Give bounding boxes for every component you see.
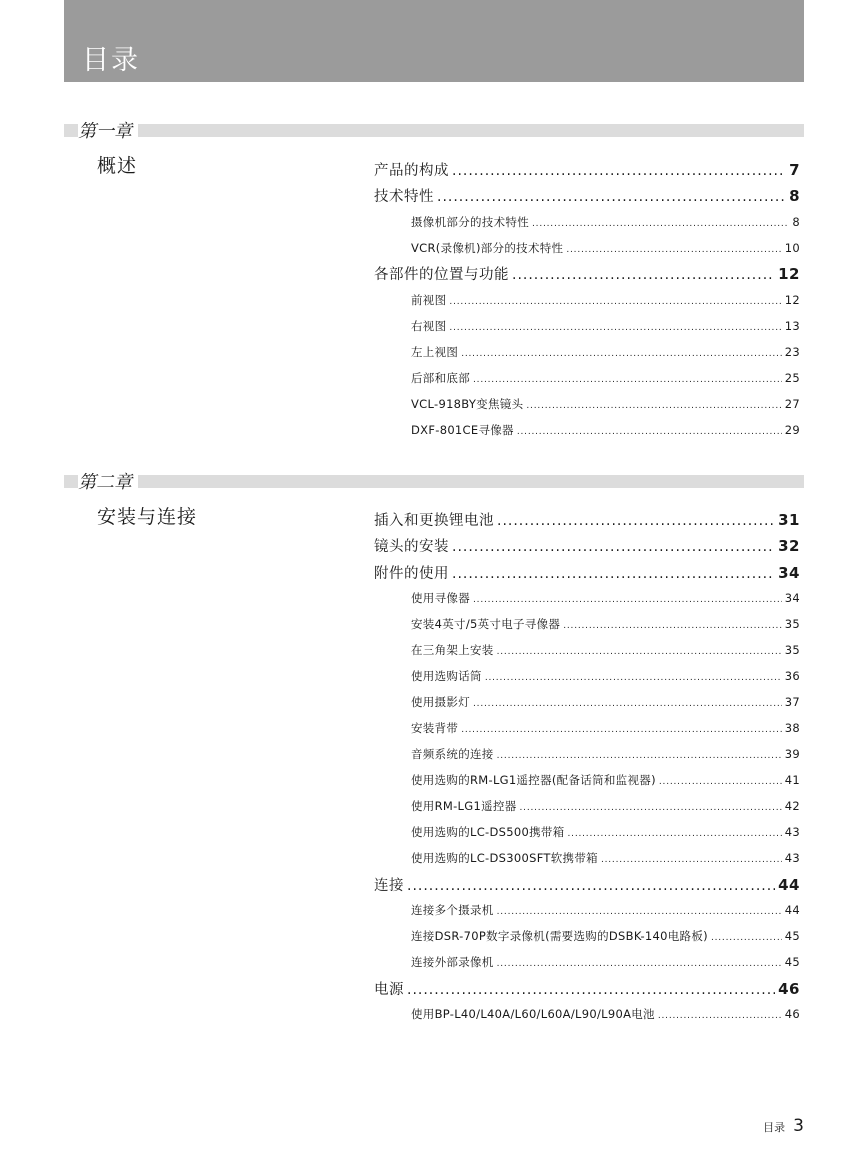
toc-entry: [411, 720, 800, 738]
chapter-1-band: [64, 124, 804, 137]
toc-entry: [411, 902, 800, 920]
toc-entry-title: 使用选购话筒: [411, 669, 482, 683]
toc-dot-leader: [601, 852, 782, 868]
toc-entry-page: 8: [792, 215, 800, 229]
toc-dot-leader: [497, 748, 782, 764]
toc-entry: [411, 616, 800, 634]
toc-dot-leader: [497, 644, 782, 660]
toc-entry-title: 右视图: [411, 319, 447, 333]
toc-dot-leader: [566, 242, 781, 258]
toc-entry: [411, 590, 800, 608]
toc-dot-leader: [658, 1008, 782, 1024]
toc-entry: [374, 510, 800, 531]
toc-entry: [411, 318, 800, 336]
toc-entry-title: 左上视图: [411, 345, 459, 359]
toc-dot-leader: [437, 187, 786, 207]
toc-entry-title: 连接DSR-70P数字录像机(需要选购的DSBK-140电路板): [411, 929, 708, 943]
toc-entry: [411, 824, 800, 842]
page-title: 目录: [82, 45, 140, 76]
toc-entry-title: 安装背带: [411, 721, 459, 735]
toc-dot-leader: [659, 774, 782, 790]
toc-entry: [374, 160, 800, 181]
toc-dot-leader: [452, 537, 775, 557]
toc-entry-page: 42: [784, 799, 800, 813]
toc-entry-title: 镜头的安装: [374, 539, 449, 555]
chapter-2-name: 安装与连接: [97, 506, 198, 528]
toc-entry: [374, 875, 800, 896]
toc-entry-title: 在三角架上安装: [411, 643, 494, 657]
toc-entry: [411, 422, 800, 440]
toc-entry: [411, 214, 800, 232]
toc-entry-page: 46: [778, 980, 800, 998]
toc-entry: [411, 292, 800, 310]
toc-dot-leader: [452, 161, 786, 181]
toc-entry-title: 使用寻像器: [411, 591, 470, 605]
toc-dot-leader: [517, 424, 782, 440]
toc-entry-page: 27: [784, 397, 800, 411]
toc-entry-page: 38: [784, 721, 800, 735]
header-bar: [64, 0, 804, 82]
toc-entry-title: VCL-918BY变焦镜头: [411, 397, 524, 411]
toc-entry-page: 34: [778, 564, 800, 582]
toc-dot-leader: [449, 320, 781, 336]
toc-dot-leader: [461, 722, 782, 738]
toc-entry: [411, 1006, 800, 1024]
toc-entry-page: 34: [784, 591, 800, 605]
toc-dot-leader: [473, 696, 782, 712]
toc-entry: [411, 344, 800, 362]
toc-entry: [374, 979, 800, 1000]
toc-entry-title: 后部和底部: [411, 371, 470, 385]
toc-dot-leader: [497, 956, 782, 972]
toc-entry: [411, 928, 800, 946]
toc-entry: [411, 772, 800, 790]
toc-entry-page: 12: [778, 265, 800, 283]
toc-entry-page: 8: [789, 187, 800, 205]
toc-dot-leader: [473, 372, 782, 388]
toc-entry-title: 摄像机部分的技术特性: [411, 215, 529, 229]
toc-dot-leader: [532, 216, 789, 232]
toc-entry-page: 7: [789, 161, 800, 179]
toc-entry: [374, 186, 800, 207]
toc-entry-page: 36: [784, 669, 800, 683]
toc-entry-page: 12: [784, 293, 800, 307]
toc-entry-title: 安装4英寸/5英寸电子寻像器: [411, 617, 561, 631]
toc-entry-page: 32: [778, 537, 800, 555]
toc-dot-leader: [526, 398, 781, 414]
toc-dot-leader: [485, 670, 782, 686]
toc-entry-page: 43: [784, 851, 800, 865]
toc-entry: [411, 954, 800, 972]
toc-entry-page: 44: [784, 903, 800, 917]
page-number: 3: [793, 1116, 804, 1136]
toc-dot-leader: [461, 346, 782, 362]
toc-dot-leader: [711, 930, 782, 946]
toc-entry-page: 37: [784, 695, 800, 709]
toc-entry-title: 插入和更换锂电池: [374, 513, 494, 529]
chapter-1-label: 第一章: [78, 121, 138, 143]
toc-entry-page: 46: [784, 1007, 800, 1021]
toc-entry-title: 使用BP-L40/L40A/L60/L60A/L90/L90A电池: [411, 1007, 655, 1021]
toc-entry: [374, 536, 800, 557]
toc-dot-leader: [568, 826, 782, 842]
toc-dot-leader: [520, 800, 782, 816]
toc-dot-leader: [497, 511, 775, 531]
toc-entry-page: 10: [784, 241, 800, 255]
toc-entry-page: 43: [784, 825, 800, 839]
toc-entry: [411, 396, 800, 414]
toc-dot-leader: [452, 564, 775, 584]
chapter-2-band: [64, 475, 804, 488]
toc-entry-page: 44: [778, 876, 800, 894]
toc-entry-title: 连接: [374, 878, 404, 894]
toc-entry-title: 连接外部录像机: [411, 955, 494, 969]
toc-entry-title: 音频系统的连接: [411, 747, 494, 761]
toc-entry-title: 电源: [374, 982, 404, 998]
toc-entry-title: 连接多个摄录机: [411, 903, 494, 917]
toc-entry-page: 29: [784, 423, 800, 437]
toc-entry: [411, 798, 800, 816]
toc-entry-title: 产品的构成: [374, 163, 449, 179]
toc-entry-title: 使用摄影灯: [411, 695, 470, 709]
toc-dot-leader: [407, 980, 775, 1000]
toc-entry-title: 各部件的位置与功能: [374, 267, 509, 283]
toc-entry: [411, 668, 800, 686]
toc-entry-title: 使用选购的LC-DS300SFT软携带箱: [411, 851, 598, 865]
toc-entry-title: VCR(录像机)部分的技术特性: [411, 241, 564, 255]
toc-entry-title: DXF-801CE寻像器: [411, 423, 514, 437]
toc-entry: [411, 746, 800, 764]
toc-dot-leader: [449, 294, 781, 310]
toc-entry-page: 31: [778, 511, 800, 529]
toc-entry-page: 39: [784, 747, 800, 761]
toc-entry-page: 45: [784, 929, 800, 943]
toc-entry-title: 技术特性: [374, 189, 434, 205]
toc-entry-title: 使用选购的RM-LG1遥控器(配备话筒和监视器): [411, 773, 656, 787]
toc-entry: [374, 563, 800, 584]
toc-entry-page: 45: [784, 955, 800, 969]
toc-entry: [411, 642, 800, 660]
toc-dot-leader: [407, 876, 775, 896]
toc-entry-page: 25: [784, 371, 800, 385]
toc-entry: [411, 240, 800, 258]
footer-label: 目录: [763, 1121, 786, 1134]
toc-entry: [374, 264, 800, 285]
toc-dot-leader: [497, 904, 782, 920]
chapter-2-label: 第二章: [78, 472, 138, 494]
toc-entry: [411, 850, 800, 868]
toc-entry: [411, 694, 800, 712]
toc-entry: [411, 370, 800, 388]
toc-dot-leader: [473, 592, 782, 608]
toc-entry-title: 使用RM-LG1遥控器: [411, 799, 517, 813]
toc-entry-page: 35: [784, 617, 800, 631]
toc-entry-title: 使用选购的LC-DS500携带箱: [411, 825, 565, 839]
toc-entry-page: 23: [784, 345, 800, 359]
toc-entry-page: 35: [784, 643, 800, 657]
page-footer: [763, 1116, 804, 1136]
toc-dot-leader: [512, 265, 775, 285]
chapter-1-name: 概述: [97, 155, 138, 177]
toc-dot-leader: [563, 618, 782, 634]
toc-entry-title: 前视图: [411, 293, 447, 307]
toc-entry-page: 13: [784, 319, 800, 333]
toc-entry-title: 附件的使用: [374, 566, 449, 582]
toc-entry-page: 41: [784, 773, 800, 787]
